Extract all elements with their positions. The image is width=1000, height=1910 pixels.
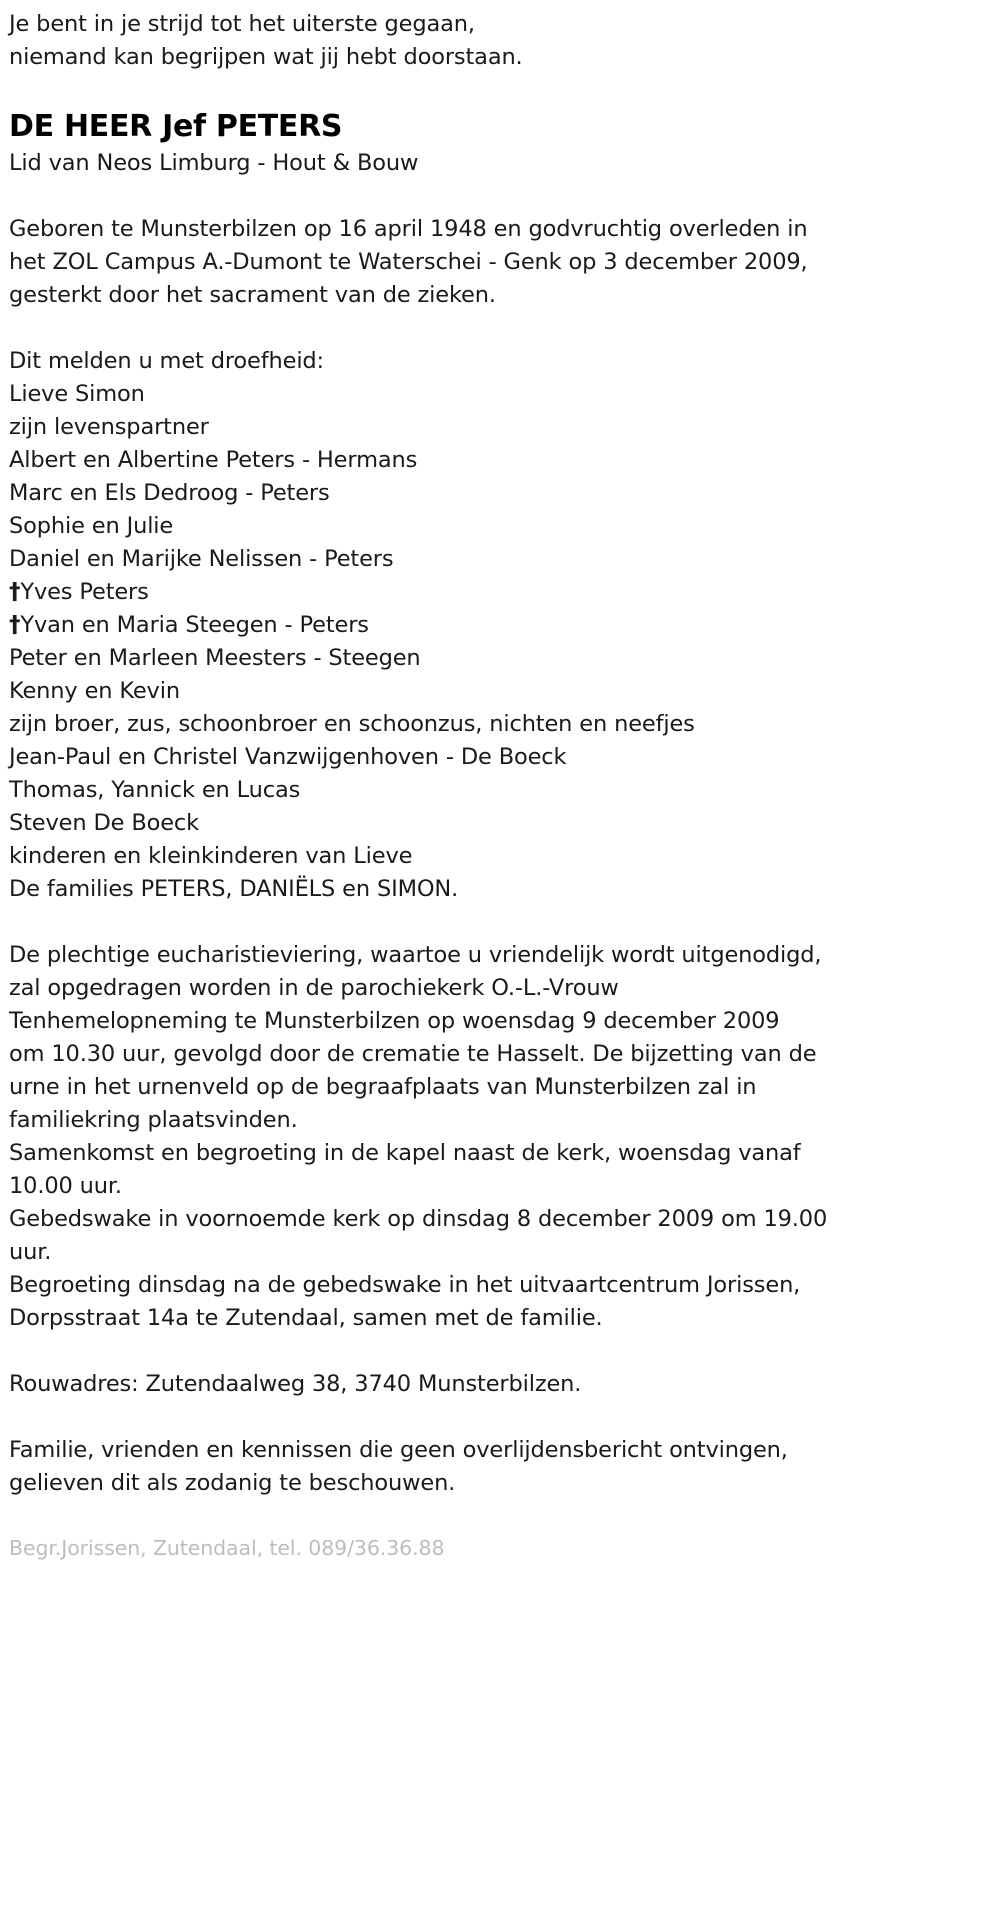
survivor-name: Daniel en Marijke Nelissen - Peters — [9, 546, 394, 572]
spacer-after-ceremony — [9, 1335, 990, 1368]
ceremony-line: De plechtige eucharistieviering, waartoe u vriendelijk wordt uitgenodigd, — [9, 942, 822, 968]
funeral-home-credit: Begr.Jorissen, Zutendaal, tel. 089/36.36.88 — [9, 1536, 445, 1560]
survivor-line — [9, 444, 990, 477]
spacer-after-name — [9, 180, 990, 213]
survivor-line — [9, 708, 990, 741]
ceremony-line: Begroeting dinsdag na de gebedswake in het uitvaartcentrum Jorissen, — [9, 1272, 801, 1298]
survivor-line — [9, 477, 990, 510]
survivor-line — [9, 543, 990, 576]
survivor-name: kinderen en kleinkinderen van Lieve — [9, 843, 413, 869]
page-title: DE HEER Jef PETERS — [9, 109, 343, 144]
ceremony-line: urne in het urnenveld op de begraafplaats van Munsterbilzen zal in — [9, 1074, 757, 1100]
closing-block — [9, 1434, 990, 1500]
survivor-name: Sophie en Julie — [9, 513, 174, 539]
survivor-name: Yves Peters — [20, 579, 149, 605]
survivor-line — [9, 873, 990, 906]
survivor-name: Jean-Paul en Christel Vanzwijgenhoven - De Boeck — [9, 744, 567, 770]
survivor-line — [9, 609, 990, 642]
survivor-line — [9, 576, 990, 609]
spacer-after-poem — [9, 74, 990, 107]
survivor-line — [9, 741, 990, 774]
survivor-name: De families PETERS, DANIËLS en SIMON. — [9, 876, 459, 902]
survivor-line — [9, 510, 990, 543]
survivor-name: Peter en Marleen Meesters - Steegen — [9, 645, 421, 671]
deceased-membership: Lid van Neos Limburg - Hout & Bouw — [9, 150, 419, 176]
spacer-after-survivors — [9, 906, 990, 939]
poem-line-1: Je bent in je strijd tot het uiterste gegaan, — [9, 11, 475, 37]
survivor-line — [9, 675, 990, 708]
spacer-after-address — [9, 1401, 990, 1434]
ceremony-line: Dorpsstraat 14a te Zutendaal, samen met de familie. — [9, 1305, 603, 1331]
dagger-icon: † — [9, 579, 21, 605]
life-line-3: gesterkt door het sacrament van de zieken. — [9, 282, 496, 308]
ceremony-line: Samenkomst en begroeting in de kapel naast de kerk, woensdag vanaf — [9, 1140, 801, 1166]
announcement-intro: Dit melden u met droefheid: — [9, 348, 324, 374]
life-line-2: het ZOL Campus A.-Dumont te Waterschei - Genk op 3 december 2009, — [9, 249, 808, 275]
ceremony-line: 10.00 uur. — [9, 1173, 122, 1199]
ceremony-line: om 10.30 uur, gevolgd door de crematie te Hasselt. De bijzetting van de — [9, 1041, 817, 1067]
survivor-name: Kenny en Kevin — [9, 678, 180, 704]
life-line-1: Geboren te Munsterbilzen op 16 april 1948 en godvruchtig overleden in — [9, 216, 808, 242]
ceremony-line: familiekring plaatsvinden. — [9, 1107, 298, 1133]
survivor-line — [9, 807, 990, 840]
closing-line-2: gelieven dit als zodanig te beschouwen. — [9, 1470, 456, 1496]
survivor-name: Yvan en Maria Steegen - Peters — [20, 612, 369, 638]
survivor-name: Lieve Simon — [9, 381, 145, 407]
survivor-line — [9, 774, 990, 807]
ceremony-line: uur. — [9, 1239, 52, 1265]
ceremony-line: Gebedswake in voornoemde kerk op dinsdag 8 december 2009 om 19.00 — [9, 1206, 828, 1232]
life-details-block — [9, 213, 990, 312]
ceremony-line: zal opgedragen worden in de parochiekerk O.-L.-Vrouw — [9, 975, 619, 1001]
survivor-name: zijn levenspartner — [9, 414, 209, 440]
dagger-icon: † — [9, 612, 21, 638]
spacer-before-footer — [9, 1500, 990, 1533]
survivor-line — [9, 378, 990, 411]
spacer-after-life — [9, 312, 990, 345]
survivor-name: Marc en Els Dedroog - Peters — [9, 480, 330, 506]
survivor-name: Albert en Albertine Peters - Hermans — [9, 447, 418, 473]
survivors-list — [9, 378, 990, 906]
poem-line-2: niemand kan begrijpen wat jij hebt doorstaan. — [9, 44, 523, 70]
ceremony-line: Tenhemelopneming te Munsterbilzen op woensdag 9 december 2009 — [9, 1008, 780, 1034]
survivor-name: zijn broer, zus, schoonbroer en schoonzus, nichten en neefjes — [9, 711, 695, 737]
survivor-name: Steven De Boeck — [9, 810, 200, 836]
survivor-name: Thomas, Yannick en Lucas — [9, 777, 301, 803]
mourning-address: Rouwadres: Zutendaalweg 38, 3740 Munsterbilzen. — [9, 1371, 582, 1397]
survivor-line — [9, 642, 990, 675]
survivor-line — [9, 411, 990, 444]
poem-block — [9, 8, 990, 74]
ceremony-block — [9, 939, 990, 1335]
survivor-line — [9, 840, 990, 873]
closing-line-1: Familie, vrienden en kennissen die geen overlijdensbericht ontvingen, — [9, 1437, 788, 1463]
